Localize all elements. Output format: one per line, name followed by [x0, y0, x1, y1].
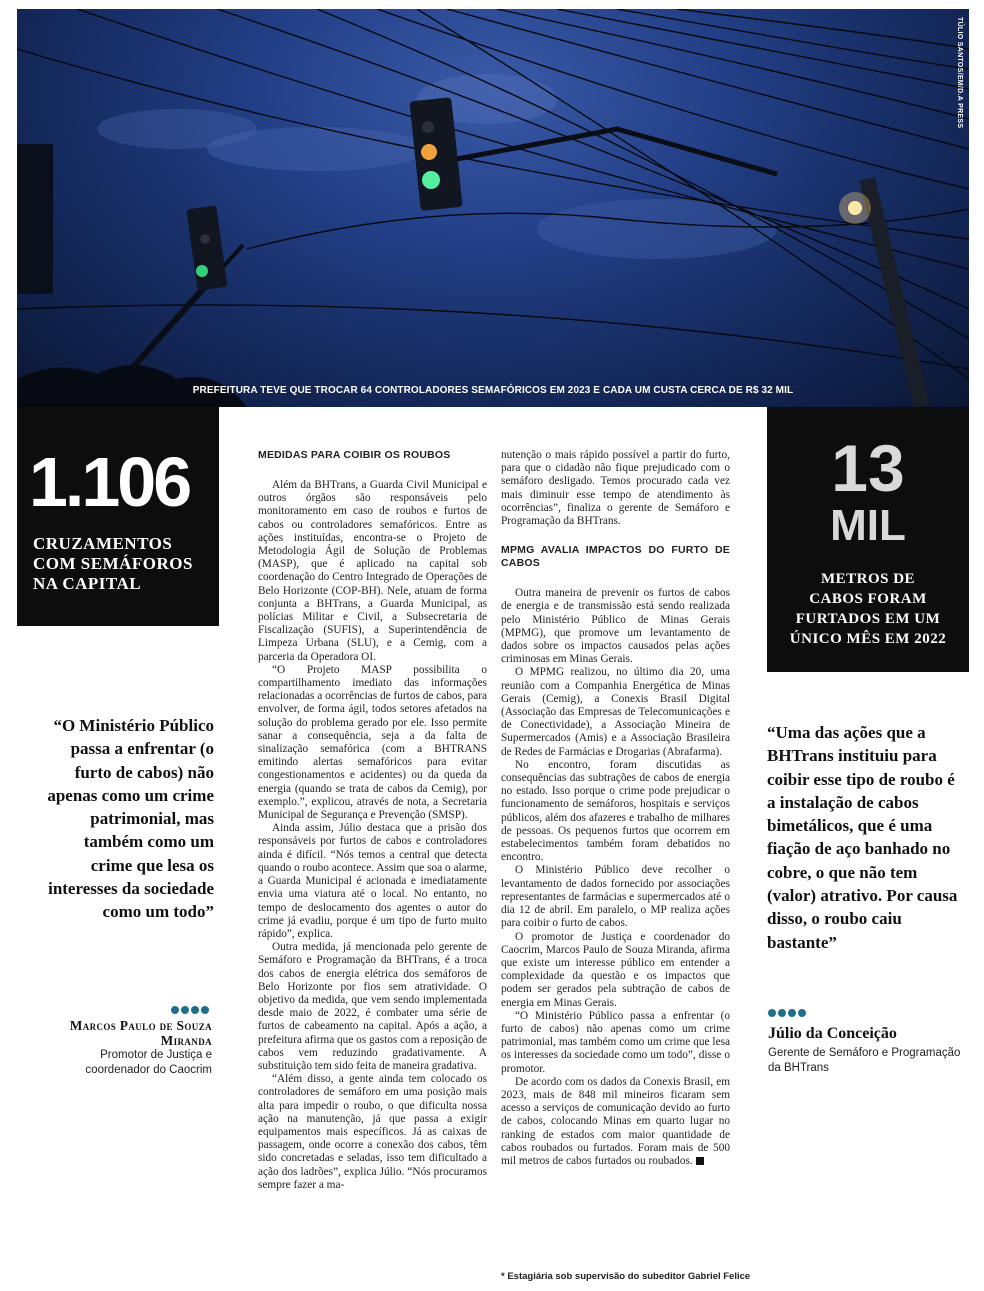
article-paragraph: “O Ministério Público passa a enfrentar (o furto de cabos) não apenas como um crime patrimonial, mas também como um crime que lesa os interesses da sociedade como um todo”, disse o promotor.	[501, 1009, 730, 1075]
quote-author-role: Promotor de Justiça e coordenador do Caocrim	[85, 1049, 212, 1076]
stat-unit: MIL	[830, 501, 906, 550]
stat-label-line: COM SEMÁFOROS	[33, 554, 193, 573]
quote-author-role: Gerente de Semáforo e Programação da BHTrans	[768, 1047, 961, 1074]
photo-illustration	[17, 9, 969, 407]
article-paragraph: O Ministério Público deve recolher o levantamento de dados fornecido por associações representantes de farmácias e supermercados até o dia 12 de abril. Em paralelo, o MP realiza ações para coibir o furto de cabos.	[501, 864, 730, 930]
stat-number: 13	[831, 431, 905, 505]
stat-box-cables	[767, 407, 969, 672]
article-paragraph: Além da BHTrans, a Guarda Civil Municipal e outros órgãos são responsáveis pelo monitoramento em caso de roubos e furtos de cabos ou controladores semafóricos. Entre as ações instituídas, encontra-se o Projeto de Metodologia Ágil de Solução de Problemas (MASP), que é aplicado na capital sob coordenação do Centro Integrado de Operações de Belo Horizonte (COP-BH). Nele, atuam de forma conjunta a BHTrans, a Guarda Municipal, as polícias Militar e Civil, a Subsecretaria de Fiscalização (SUFIS), a Superintendência de Limpeza Urbana (SLU), e a Cemig, com a parceria da Operadora OI.	[258, 479, 487, 663]
stat-label-line: CABOS FORAM	[809, 591, 927, 607]
section-heading: MPMG AVALIA IMPACTOS DO FURTO DE CABOS	[501, 544, 730, 570]
stat-box-intersections	[17, 407, 219, 626]
end-mark-icon	[696, 1157, 704, 1165]
quote-dots-icon	[171, 1006, 209, 1014]
stat-label-line: METROS DE	[820, 571, 916, 587]
stat-number: 1.106	[29, 443, 190, 521]
photo-credit: TÚLIO SANTOS/EM/D.A PRESS	[956, 17, 963, 129]
article-paragraph: O MPMG realizou, no último dia 20, uma reunião com a Companhia Energética de Minas Gerais (Cemig), a Conexis Brasil Digital (Associação das Empresas de Telecomunicações e de Conectividade), a Associação Mineira de Supermercados (Amis) e a Associação Brasileira de Redes de Farmácias e Drogarias (Abrafarma).	[501, 666, 730, 758]
article-paragraph: Outra medida, já mencionada pelo gerente de Semáforo e Programação da BHTrans, é a troca dos cabos de energia elétrica dos semáforos de Belo Horizonte por fios sem atratividade. O objetivo da medida, que vem sendo implementada desde maio de 2022, é combater uma série de furtos de cabeamento na capital. Após a ação, a prefeitura afirma que os gastos com a reposição de cabos vem reduzindo gradativamente. A substituição tem sido feita de maneira gradativa.	[258, 941, 487, 1072]
pull-quote-left: “O Ministério Público passa a enfrentar (o furto de cabos) não apenas como um crime patrimonial, mas também como um crime que lesa os interesses da sociedade como um todo”	[47, 716, 214, 922]
traffic-light-photo	[17, 9, 969, 407]
section-heading: MEDIDAS PARA COIBIR OS ROUBOS	[258, 449, 451, 461]
article-column-2	[501, 449, 730, 1168]
stat-label-line: CRUZAMENTOS	[33, 534, 173, 553]
stat-label-line: NA CAPITAL	[33, 574, 142, 593]
article-paragraph: nutenção o mais rápido possível a partir do furto, para que o cidadão não fique prejudicado com o semáforo desligado. Temos procurado cada vez mais diminuir esse tempo de atendimento às ocorrências”, finaliza o gerente de Semáforo e Programação da BHTrans.	[501, 449, 730, 528]
article-paragraph-text: De acordo com os dados da Conexis Brasil, em 2023, mais de 848 mil mineiros ficaram sem acesso a serviços de comunicação devido ao furto de cabos, colocando Minas em quarto lugar no ranking de estados com maior quantidade de cabos roubados ou furtados. Foram mais de 500 mil metros de cabos furtados ou roubados.	[501, 1075, 730, 1167]
article-paragraph: O promotor de Justiça e coordenador do Caocrim, Marcos Paulo de Souza Miranda, afirma que existe um interesse público em entender a complexidade da questão e os impactos que podem ser gerados pela subtração de cabos de energia em Minas Gerais.	[501, 930, 730, 1009]
quote-author: Júlio da Conceição	[768, 1025, 897, 1042]
stat-label-line: FURTADOS EM UM	[795, 611, 941, 627]
article-paragraph: Ainda assim, Júlio destaca que a prisão dos responsáveis por furtos de cabos e controladores ainda é difícil. “Nós temos a central que detecta quando o roubo acontece. Assim que soa o alarme, a Guarda Municipal é acionada e imediatamente envia uma viatura até o local. No entanto, no tempo de deslocamento dos agentes o autor do crime já evadiu, porque é um tipo de furto muito rápido”, explica.	[258, 822, 488, 940]
article-paragraph: “Além disso, a gente ainda tem colocado os controladores de semáforo em uma posição mais alta para impedir o roubo, o que dificulta nossa ação na manutenção, já que passa a exigir equipamentos mais específicos. Já as caixas de passagem, onde ocorre a conexão dos cabos, têm sido concretadas e seladas, isso tem dificultado a ação dos ladrões”, explica Júlio. “Nós procuramos sempre fazer a ma-	[258, 1073, 487, 1191]
article-column-1	[258, 449, 487, 1192]
stat-label	[33, 534, 193, 594]
article-paragraph	[501, 1076, 730, 1168]
article-paragraph: No encontro, foram discutidas as consequências das subtrações de cabos de energia no estado. Isso porque o crime pode prejudicar o funcionamento de semáforos, hospitais e serviços públicos, além dos afazeres e trabalho de milhares de pessoas. Os pequenos furtos que ocorrem em estabelecimentos também foram debatidos no encontro.	[501, 758, 730, 864]
photo-caption: PREFEITURA TEVE QUE TROCAR 64 CONTROLADORES SEMAFÓRICOS EM 2023 E CADA UM CUSTA CERCA DE R$ 32 MIL	[192, 385, 794, 396]
stat-label-line: ÚNICO MÊS EM 2022	[789, 631, 947, 647]
stat-label	[767, 569, 969, 649]
pull-quote-right: “Uma das ações que a BHTrans instituiu para coibir esse tipo de roubo é a instalação de cabos bimetálicos, que é uma fiação de aço banhado no cobre, o que não tem (valor) atrativo. Por causa disso, o roubo caiu bastante”	[767, 723, 958, 952]
quote-author: Marcos Paulo de Souza Miranda	[69, 1018, 212, 1048]
footnote: * Estagiária sob supervisão do subeditor Gabriel Felice	[501, 1271, 751, 1282]
article-paragraph: “O Projeto MASP possibilita o compartilhamento imediato das informações relacionadas a ocorrências de furtos de cabos, para envolver, de forma ágil, todos setores afetados na solução do problema gerado por ele. Isso permite sanar a consequência, seja a da falta de sinalização semafórica (com a BHTRANS emitindo alertas semafóricos para evitar congestionamentos e acidentes) ou da queda da energia (quando se trata de cabos da Cemig), por exemplo.”, explicou, através de nota, a Secretaria Municipal de Segurança e Prevenção (SMSP).	[258, 663, 487, 822]
article-paragraph: Outra maneira de prevenir os furtos de cabos de energia e de transmissão está sendo realizada pelo Ministério Público de Minas Gerais (MPMG), que promove um levantamento de dados sobre os impactos causados pelas ações criminosas em Minas Gerais.	[501, 587, 730, 666]
quote-dots-icon	[768, 1009, 806, 1017]
